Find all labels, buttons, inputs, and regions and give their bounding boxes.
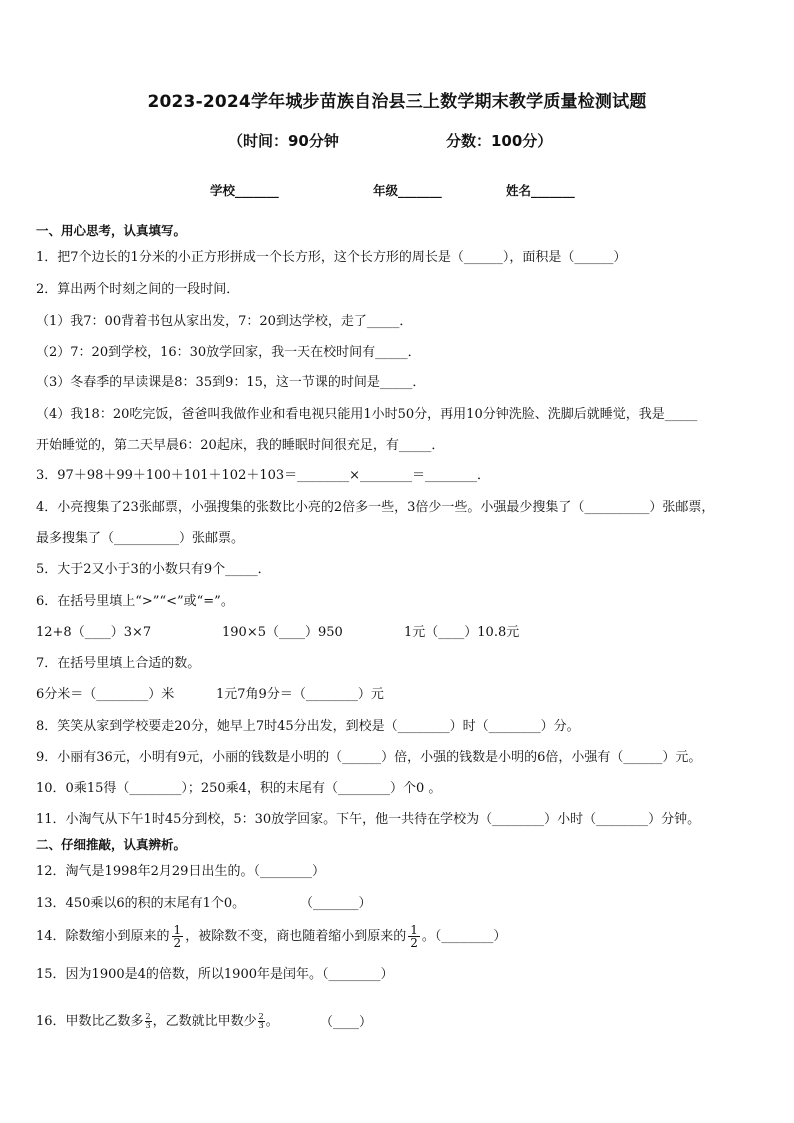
question-5: 5．大于2又小于3的小数只有9个_____．	[36, 562, 271, 577]
fraction-denominator: 3	[258, 1021, 264, 1030]
question-12: 12．淘气是1998年2月29日出生的。（________）	[36, 864, 325, 879]
question-11: 11．小淘气从下午1时45分到校，5：30放学回家。下午，他一共待在学校为（________）小时（________）分钟。	[36, 812, 701, 827]
fraction	[258, 1013, 265, 1030]
fraction-numerator: 2	[145, 1012, 151, 1021]
question-10: 10．0乘15得（________）；250乘4，积的末尾有（________）个0 。	[36, 781, 442, 796]
question-14-part3: 。（________）	[421, 929, 507, 944]
question-2-sub-2: （2）7：20到学校，16：30放学回家，我一天在校时间有_____．	[36, 345, 421, 360]
fraction-numerator: 1	[173, 923, 182, 937]
question-2-sub-3: （3）冬春季的早读课是8：35到9：15，这一节课的时间是_____．	[36, 375, 426, 390]
question-7-b: 1元7角9分＝（________）元	[216, 687, 384, 702]
section-heading-2: 二、仔细推敲，认真辨析。	[36, 837, 187, 852]
grade-field[interactable]: 年级_______	[373, 183, 442, 198]
question-16-blank: （____）	[320, 1015, 373, 1030]
question-14-part1: 14．除数缩小到原来的	[36, 929, 170, 944]
question-6-stem: 6．在括号里填上“>”“<”或“=”。	[36, 594, 234, 609]
fraction-denominator: 3	[145, 1021, 151, 1030]
question-4a: 4．小亮搜集了23张邮票，小强搜集的张数比小亮的2倍多一些，3倍少一些。小强最少搜集了（__________）张邮票，	[36, 500, 715, 515]
question-6-c: 1元（____）10.8元	[404, 625, 520, 640]
question-14-part2: ，被除数不变，商也随着缩小到原来的	[185, 929, 407, 944]
question-8: 8．笑笑从家到学校要走20分，她早上7时45分出发，到校是（________）时（________）分。	[36, 719, 580, 734]
fraction-numerator: 2	[258, 1012, 264, 1021]
fraction	[172, 924, 184, 949]
question-6-b: 190×5（____）950	[222, 625, 343, 640]
question-2-sub-4b: 开始睡觉的，第二天早晨6：20起床，我的睡眠时间很充足，有_____．	[36, 438, 445, 453]
fraction-numerator: 1	[410, 923, 418, 937]
question-1: 1．把7个边长的1分米的小正方形拼成一个长方形，这个长方形的周长是（______），面积是（______）	[36, 250, 627, 265]
question-2-sub-4a: （4）我18：20吃完饭，爸爸叫我做作业和看电视只能用1小时50分，再用10分钟洗脸、洗脚后就睡觉，我是_____	[36, 407, 698, 422]
page-title: 2023-2024学年城步苗族自治县三上数学期末教学质量检测试题	[147, 92, 647, 112]
question-2-sub-1: （1）我7：00背着书包从家出发，7：20到达学校，走了_____．	[36, 314, 413, 329]
question-3: 3．97＋98＋99＋100＋101＋102＋103＝________×________＝________．	[36, 468, 491, 483]
school-field[interactable]: 学校_______	[210, 183, 279, 198]
question-16-part2: ，乙数就比甲数少	[152, 1014, 257, 1029]
question-16	[36, 1013, 279, 1031]
fraction	[408, 924, 420, 949]
fraction-denominator: 2	[173, 936, 182, 950]
question-4b: 最多搜集了（__________）张邮票。	[36, 531, 245, 546]
fraction	[145, 1013, 152, 1030]
question-14	[36, 924, 506, 949]
exam-time: （时间：90分钟	[228, 132, 339, 150]
question-2-stem: 2．算出两个时刻之间的一段时间．	[36, 282, 240, 297]
question-7-stem: 7．在括号里填上合适的数。	[36, 656, 201, 671]
question-6-a: 12+8（____）3×7	[36, 625, 152, 640]
fraction-denominator: 2	[410, 936, 418, 950]
name-field[interactable]: 姓名_______	[506, 183, 575, 198]
exam-score: 分数：100分）	[446, 132, 553, 150]
section-heading-1: 一、用心思考，认真填写。	[36, 223, 187, 238]
question-16-part1: 16．甲数比乙数多	[36, 1014, 144, 1029]
question-15: 15．因为1900是4的倍数，所以1900年是闰年。（________）	[36, 967, 394, 982]
question-13-blank: （_______）	[300, 896, 372, 911]
question-9: 9．小丽有36元，小明有9元，小丽的钱数是小明的（______）倍，小强的钱数是小明的6倍，小强有（______）元。	[36, 750, 702, 765]
question-16-part3: 。	[265, 1014, 279, 1029]
question-7-a: 6分米＝（________）米	[36, 687, 175, 702]
question-13: 13．450乘以6的积的末尾有1个0。	[36, 896, 246, 911]
